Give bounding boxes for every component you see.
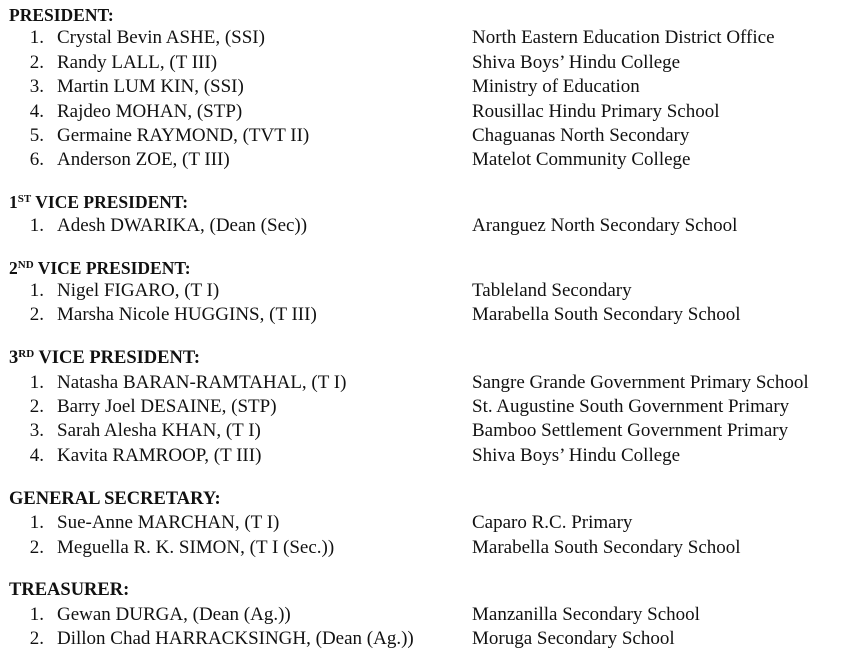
section-heading: GENERAL SECRETARY:: [9, 489, 221, 509]
candidate-name: Meguella R. K. SIMON, (T I (Sec.)): [57, 537, 335, 558]
candidate-school: Sangre Grande Government Primary School: [472, 372, 809, 393]
list-item: [0, 26, 861, 50]
candidate-name: Crystal Bevin ASHE, (SSI): [57, 27, 265, 48]
list-item: [0, 536, 861, 560]
candidate-name: Gewan DURGA, (Dean (Ag.)): [57, 604, 291, 625]
candidate-school: Shiva Boys’ Hindu College: [472, 52, 681, 73]
item-number: 3.: [29, 76, 44, 97]
item-number: 5.: [29, 125, 44, 146]
item-number: 1.: [29, 27, 44, 48]
candidate-school: Caparo R.C. Primary: [472, 512, 633, 533]
candidate-school: Shiva Boys’ Hindu College: [472, 445, 681, 466]
candidate-school: Tableland Secondary: [472, 280, 632, 301]
candidate-name: Adesh DWARIKA, (Dean (Sec)): [57, 215, 308, 236]
candidate-name: Barry Joel DESAINE, (STP): [57, 396, 277, 417]
heading-label: VICE PRESIDENT:: [38, 348, 200, 368]
item-number: 4.: [29, 101, 44, 122]
candidate-name: Germaine RAYMOND, (TVT II): [57, 125, 310, 146]
list-item: [0, 51, 861, 75]
candidate-name: Anderson ZOE, (T III): [57, 149, 230, 170]
item-number: 3.: [29, 420, 44, 441]
list-item: [0, 148, 861, 172]
candidate-name: Natasha BARAN-RAMTAHAL, (T I): [57, 372, 347, 393]
item-number: 2.: [29, 628, 44, 649]
list-item: [0, 75, 861, 99]
list-item: [0, 124, 861, 148]
item-number: 1.: [29, 512, 44, 533]
item-number: 2.: [29, 396, 44, 417]
list-item: [0, 100, 861, 124]
candidate-name: Sarah Alesha KHAN, (T I): [57, 420, 261, 441]
candidate-school: North Eastern Education District Office: [472, 27, 775, 48]
section-heading: [9, 191, 188, 213]
list-item: [0, 627, 861, 651]
candidate-name: Sue-Anne MARCHAN, (T I): [57, 512, 280, 533]
candidate-name: Randy LALL, (T III): [57, 52, 218, 73]
candidate-name: Rajdeo MOHAN, (STP): [57, 101, 243, 122]
item-number: 1.: [29, 280, 44, 301]
heading-ordinal-number: 1: [9, 192, 18, 212]
candidate-school: Manzanilla Secondary School: [472, 604, 700, 625]
candidate-school: Rousillac Hindu Primary School: [472, 101, 720, 122]
candidate-school: Bamboo Settlement Government Primary: [472, 420, 789, 441]
candidate-name: Martin LUM KIN, (SSI): [57, 76, 244, 97]
item-number: 2.: [29, 52, 44, 73]
section-heading: [9, 347, 200, 369]
list-item: [0, 603, 861, 627]
candidate-school: Marabella South Secondary School: [472, 304, 741, 325]
list-item: [0, 444, 861, 468]
item-number: 6.: [29, 149, 44, 170]
list-item: [0, 395, 861, 419]
heading-ordinal-number: 3: [9, 348, 19, 368]
heading-ordinal-suffix: ND: [17, 259, 34, 271]
section-heading: PRESIDENT:: [9, 5, 114, 25]
item-number: 2.: [29, 304, 44, 325]
candidate-school: Moruga Secondary School: [472, 628, 675, 649]
list-item: [0, 511, 861, 535]
heading-label: VICE PRESIDENT:: [35, 192, 189, 212]
candidate-school: Marabella South Secondary School: [472, 537, 741, 558]
candidate-school: Ministry of Education: [472, 76, 640, 97]
candidate-name: Nigel FIGARO, (T I): [57, 280, 220, 301]
item-number: 1.: [29, 604, 44, 625]
candidate-school: Aranguez North Secondary School: [472, 215, 738, 236]
list-item: [0, 214, 861, 238]
section-heading: TREASURER:: [9, 580, 130, 600]
candidate-name: Marsha Nicole HUGGINS, (T III): [57, 304, 317, 325]
list-item: [0, 303, 861, 327]
heading-ordinal-suffix: RD: [18, 348, 35, 360]
candidate-school: St. Augustine South Government Primary: [472, 396, 790, 417]
candidate-name: Dillon Chad HARRACKSINGH, (Dean (Ag.)): [57, 628, 414, 649]
section-heading: [9, 257, 191, 279]
list-item: [0, 371, 861, 395]
candidate-name: Kavita RAMROOP, (T III): [57, 445, 262, 466]
list-item: [0, 279, 861, 303]
list-item: [0, 419, 861, 443]
heading-ordinal-number: 2: [9, 258, 18, 278]
item-number: 2.: [29, 537, 44, 558]
item-number: 1.: [29, 215, 44, 236]
heading-ordinal-suffix: ST: [17, 193, 32, 205]
heading-label: VICE PRESIDENT:: [37, 258, 191, 278]
candidate-school: Matelot Community College: [472, 149, 691, 170]
item-number: 1.: [29, 372, 44, 393]
item-number: 4.: [29, 445, 44, 466]
candidate-school: Chaguanas North Secondary: [472, 125, 690, 146]
